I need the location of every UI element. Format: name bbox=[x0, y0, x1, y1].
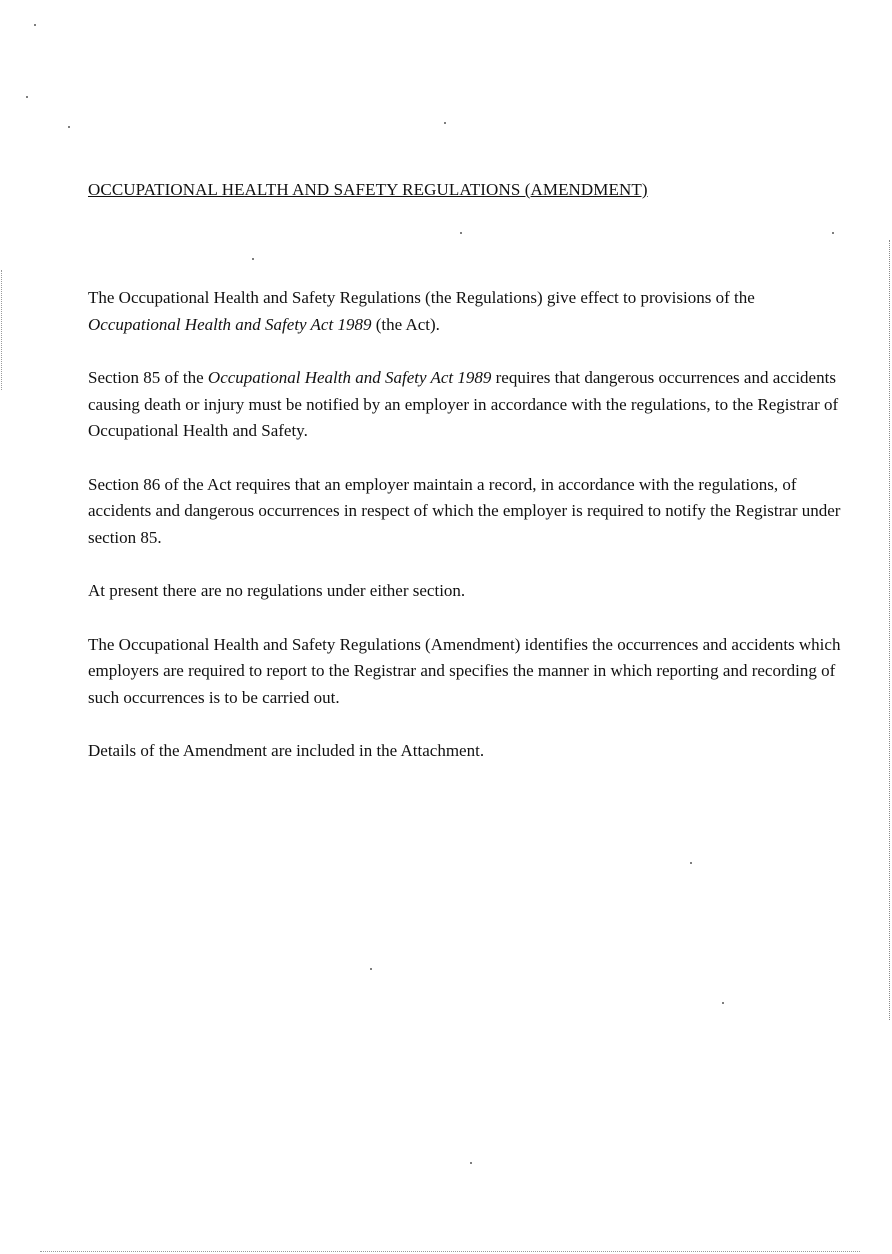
act-title-italic: Occupational Health and Safety Act 1989 bbox=[207, 368, 492, 387]
scan-speck bbox=[68, 126, 70, 128]
document-body bbox=[88, 285, 848, 792]
scan-speck bbox=[470, 1162, 472, 1164]
scan-speck bbox=[252, 258, 254, 260]
scan-speck bbox=[26, 96, 28, 98]
paragraph-5: The Occupational Health and Safety Regulations (Amendment) identifies the occurrences and accidents which employers are required to report to the Registrar and specifies the manner in which reporting and recording of such occurrences is to be carried out. bbox=[88, 634, 841, 707]
paragraph-2 bbox=[88, 365, 848, 445]
paragraph-4: At present there are no regulations under either section. bbox=[88, 581, 466, 600]
paragraph-1-text-c: (the Act). bbox=[371, 314, 440, 334]
paragraph-1-text-a: The Occupational Health and Safety Regulations (the Regulations) give effect to provisions of the bbox=[88, 288, 755, 307]
paragraph-2-text-c: requires that dangerous occurrences and accidents causing death or injury must be notified by an employer in accordance with the regulations, to the Registrar of Occupational Health and Safety. bbox=[88, 368, 839, 440]
paragraph-1 bbox=[88, 285, 848, 338]
paragraph-2-text-a: Section 85 of the bbox=[88, 368, 208, 387]
act-title-italic: Occupational Health and Safety Act 1989 bbox=[88, 314, 372, 334]
scan-speck bbox=[460, 232, 462, 234]
scan-speck bbox=[34, 24, 36, 26]
scan-speck bbox=[832, 232, 834, 234]
scan-edge-right bbox=[888, 240, 890, 1020]
paragraph-3: Section 86 of the Act requires that an employer maintain a record, in accordance with the regulations, of accidents and dangerous occurrences in respect of which the employer is required to notify the Registrar under section 85. bbox=[88, 474, 841, 547]
scan-speck bbox=[722, 1002, 724, 1004]
page-title: OCCUPATIONAL HEALTH AND SAFETY REGULATIONS (AMENDMENT) bbox=[88, 180, 648, 199]
scan-speck bbox=[690, 862, 692, 864]
scan-edge-bottom bbox=[40, 1250, 860, 1252]
scan-speck bbox=[444, 122, 446, 124]
scan-speck bbox=[370, 968, 372, 970]
scan-edge-left bbox=[1, 270, 3, 390]
paragraph-6: Details of the Amendment are included in the Attachment. bbox=[88, 741, 485, 760]
